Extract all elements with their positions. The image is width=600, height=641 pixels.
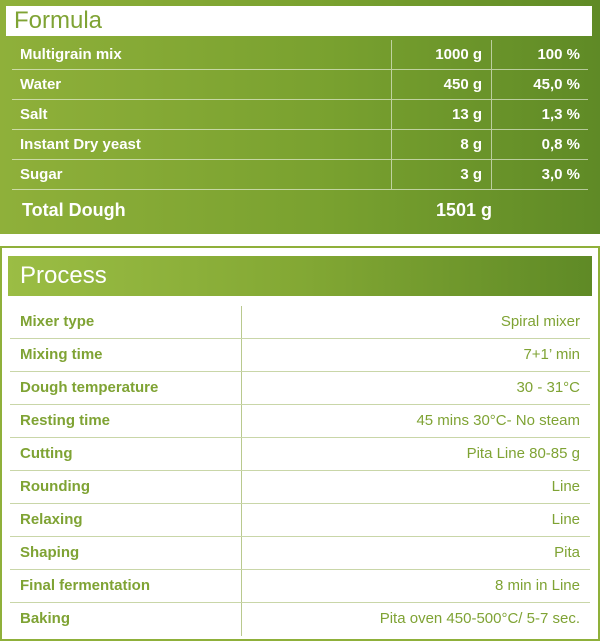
formula-row [12,130,588,160]
ingredient-percent: 3,0 % [541,166,580,183]
formula-title: Formula [6,6,592,36]
process-step-label: Cutting [10,438,242,470]
process-title: Process [8,256,592,296]
formula-row [12,70,588,100]
process-row [10,372,590,405]
ingredient-quantity: 450 g [392,70,492,99]
ingredient-name: Salt [12,100,392,129]
process-row [10,339,590,372]
formula-table [12,40,588,190]
process-step-value: Pita Line 80-85 g [466,445,580,462]
process-step-value: Line [551,511,580,528]
process-step-value: 7+1’ min [523,346,580,363]
process-step-label: Baking [10,603,242,636]
process-step-label: Mixer type [10,306,242,338]
process-panel [0,246,600,641]
formula-row [12,40,588,70]
process-step-value: Spiral mixer [500,313,580,330]
process-row [10,306,590,339]
ingredient-percent: 0,8 % [541,136,580,153]
total-dough-value: 1501 g [435,200,492,220]
ingredient-name: Instant Dry yeast [12,130,392,159]
process-step-value: Line [551,478,580,495]
process-step-value: 45 mins 30°C- No steam [416,412,580,429]
ingredient-name: Sugar [12,160,392,189]
formula-row [12,160,588,190]
process-step-label: Mixing time [10,339,242,371]
ingredient-percent: 45,0 % [533,76,580,93]
process-step-value: Pita [554,544,580,561]
process-step-value: 8 min in Line [494,577,580,594]
process-step-label: Relaxing [10,504,242,536]
process-step-label: Final fermentation [10,570,242,602]
ingredient-name: Water [12,70,392,99]
process-row [10,603,590,636]
total-dough-label: Total Dough [22,200,126,220]
process-row [10,504,590,537]
formula-row [12,100,588,130]
process-step-value: Pita oven 450-500°C/ 5-7 sec. [379,610,580,627]
ingredient-name: Multigrain mix [12,40,392,69]
ingredient-quantity: 3 g [392,160,492,189]
process-step-label: Rounding [10,471,242,503]
ingredient-percent: 100 % [537,46,580,63]
process-row [10,570,590,603]
process-row [10,537,590,570]
process-row [10,438,590,471]
ingredient-quantity: 8 g [392,130,492,159]
process-row [10,471,590,504]
ingredient-percent: 1,3 % [541,106,580,123]
process-step-value: 30 - 31°C [516,379,580,396]
formula-panel [0,0,600,234]
process-step-label: Shaping [10,537,242,569]
ingredient-quantity: 1000 g [392,40,492,69]
process-step-label: Resting time [10,405,242,437]
ingredient-quantity: 13 g [392,100,492,129]
process-row [10,405,590,438]
total-dough [22,196,492,224]
process-table [10,306,590,636]
process-step-label: Dough temperature [10,372,242,404]
